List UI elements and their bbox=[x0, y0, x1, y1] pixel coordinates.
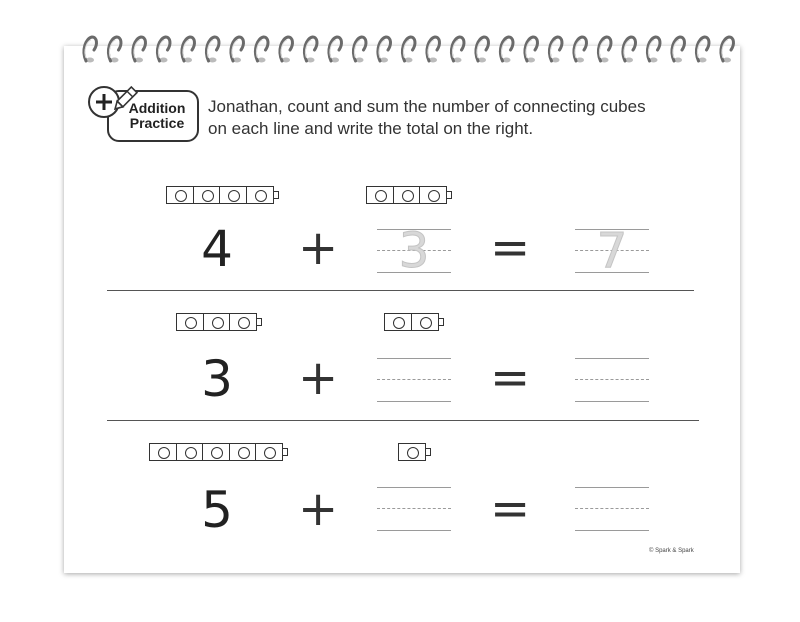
spiral-coil bbox=[108, 37, 121, 63]
cubes-a-row-3-cube bbox=[176, 443, 204, 461]
cubes-a-row-1-cube bbox=[219, 186, 247, 204]
traced-digit-sum-row-1: 7 bbox=[596, 223, 628, 279]
spiral-coil bbox=[133, 37, 146, 63]
cubes-a-row-3 bbox=[149, 443, 288, 461]
cubes-a-row-3-cube bbox=[255, 443, 283, 461]
plus-sign-row-1: + bbox=[298, 220, 339, 276]
spiral-coil bbox=[549, 37, 562, 63]
addend-a-row-3: 5 bbox=[201, 481, 233, 539]
spiral-coil bbox=[329, 37, 342, 63]
cubes-a-row-2-cube bbox=[176, 313, 204, 331]
cubes-b-row-1-cube bbox=[393, 186, 421, 204]
answer-sum-row-1[interactable] bbox=[575, 223, 649, 279]
row-divider-1 bbox=[107, 290, 694, 291]
spiral-coil bbox=[182, 37, 195, 63]
spiral-coil bbox=[500, 37, 513, 63]
spiral-coil bbox=[598, 37, 611, 63]
spiral-coil bbox=[231, 37, 244, 63]
cubes-b-row-3-cube bbox=[398, 443, 426, 461]
spiral-coil bbox=[574, 37, 587, 63]
cubes-b-row-1 bbox=[366, 186, 452, 204]
cubes-b-row-2 bbox=[384, 313, 444, 331]
spiral-coil bbox=[696, 37, 709, 63]
answer-b-row-2[interactable] bbox=[377, 358, 451, 402]
cubes-b-row-3 bbox=[398, 443, 431, 461]
cubes-b-row-1-connector-tab bbox=[447, 191, 452, 199]
spiral-coil bbox=[476, 37, 489, 63]
cubes-a-row-2 bbox=[176, 313, 262, 331]
cubes-a-row-1 bbox=[166, 186, 279, 204]
cubes-b-row-2-cube bbox=[384, 313, 412, 331]
traced-digit-b-row-1: 3 bbox=[398, 223, 430, 279]
cubes-a-row-3-cube bbox=[202, 443, 230, 461]
equals-sign-row-3: = bbox=[490, 481, 531, 537]
answer-b-row-3[interactable] bbox=[377, 487, 451, 531]
addend-a-row-2: 3 bbox=[201, 350, 233, 408]
cubes-a-row-3-connector-tab bbox=[283, 448, 288, 456]
spiral-coil bbox=[647, 37, 660, 63]
spiral-coil bbox=[84, 37, 97, 63]
cubes-a-row-3-cube bbox=[149, 443, 177, 461]
cubes-b-row-3-connector-tab bbox=[426, 448, 431, 456]
spiral-coil bbox=[623, 37, 636, 63]
spiral-coil bbox=[525, 37, 538, 63]
addend-a-row-1: 4 bbox=[201, 220, 233, 278]
cubes-a-row-2-cube bbox=[229, 313, 257, 331]
spiral-coil bbox=[280, 37, 293, 63]
cubes-a-row-1-cube bbox=[166, 186, 194, 204]
cubes-a-row-3-cube bbox=[229, 443, 257, 461]
spiral-coil bbox=[451, 37, 464, 63]
plus-sign-row-2: + bbox=[298, 350, 339, 406]
plus-sign-row-3: + bbox=[298, 481, 339, 537]
equals-sign-row-2: = bbox=[490, 350, 531, 406]
spiral-coil bbox=[206, 37, 219, 63]
cubes-b-row-1-cube bbox=[366, 186, 394, 204]
spiral-coil bbox=[157, 37, 170, 63]
cubes-a-row-1-connector-tab bbox=[274, 191, 279, 199]
spiral-coil bbox=[427, 37, 440, 63]
spiral-binding bbox=[0, 0, 800, 70]
badge-label bbox=[119, 101, 195, 131]
cubes-a-row-1-cube bbox=[246, 186, 274, 204]
spiral-coil bbox=[402, 37, 415, 63]
cubes-b-row-2-cube bbox=[411, 313, 439, 331]
answer-b-row-1[interactable] bbox=[377, 223, 451, 279]
spiral-coil bbox=[378, 37, 391, 63]
badge-line-2: Practice bbox=[129, 115, 185, 131]
instructions bbox=[208, 96, 708, 140]
spiral-coil bbox=[304, 37, 317, 63]
cubes-a-row-2-cube bbox=[203, 313, 231, 331]
spiral-coil bbox=[353, 37, 366, 63]
equals-sign-row-1: = bbox=[490, 220, 531, 276]
cubes-a-row-1-cube bbox=[193, 186, 221, 204]
spiral-coil bbox=[255, 37, 268, 63]
cubes-b-row-1-cube bbox=[419, 186, 447, 204]
instructions-line-2: on each line and write the total on the right. bbox=[208, 119, 534, 138]
answer-sum-row-3[interactable] bbox=[575, 487, 649, 531]
cubes-a-row-2-connector-tab bbox=[257, 318, 262, 326]
spiral-coil bbox=[721, 37, 734, 63]
spiral-coil bbox=[672, 37, 685, 63]
row-divider-2 bbox=[107, 420, 699, 421]
instructions-line-1: Jonathan, count and sum the number of connecting cubes bbox=[208, 97, 646, 116]
copyright-text: © Spark & Spark bbox=[649, 548, 694, 554]
answer-sum-row-2[interactable] bbox=[575, 358, 649, 402]
cubes-b-row-2-connector-tab bbox=[439, 318, 444, 326]
badge-line-1: Addition bbox=[128, 100, 186, 116]
